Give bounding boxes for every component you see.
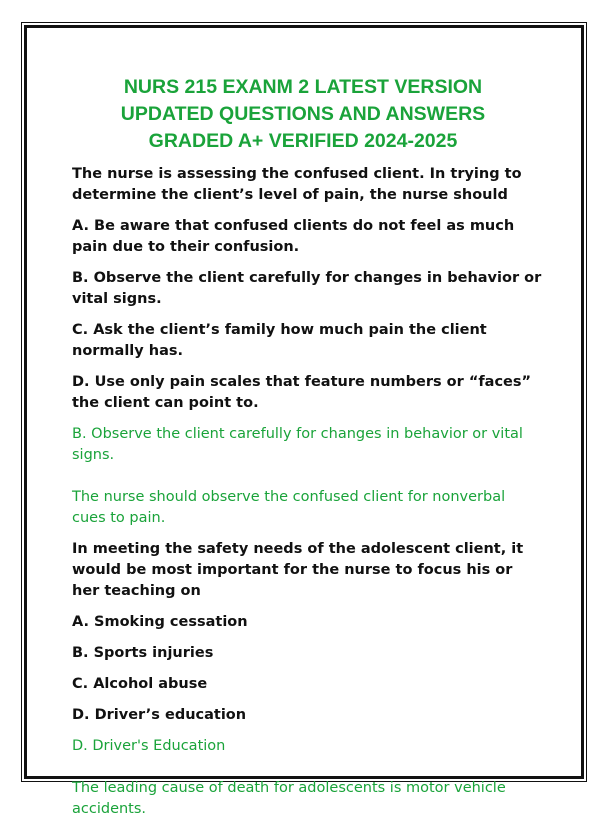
title-line-1: NURS 215 EXANM 2 LATEST VERSION — [123, 76, 483, 98]
question-1-option-c: C. Ask the client’s family how much pain the client normally has. — [72, 322, 487, 359]
question-2-explanation: The leading cause of death for adolescents is motor vehicle accidents. — [72, 780, 506, 817]
question-2-answer: D. Driver's Education — [72, 738, 226, 754]
question-2-option-a: A. Smoking cessation — [72, 614, 248, 630]
title-line-3: GRADED A+ VERIFIED 2024-2025 — [148, 130, 458, 152]
question-2-option-c: C. Alcohol abuse — [72, 676, 208, 692]
title-line-2: UPDATED QUESTIONS AND ANSWERS — [120, 103, 486, 125]
question-1-option-a: A. Be aware that confused clients do not feel as much pain due to their confusion. — [72, 218, 515, 255]
question-1-option-d: D. Use only pain scales that feature numbers or “faces” the client can point to. — [72, 374, 532, 411]
question-1-explanation: The nurse should observe the confused client for nonverbal cues to pain. — [72, 489, 506, 526]
question-2-option-b: B. Sports injuries — [72, 645, 214, 661]
question-1-answer: B. Observe the client carefully for changes in behavior or vital signs. — [72, 426, 523, 463]
question-1-option-b: B. Observe the client carefully for changes in behavior or vital signs. — [72, 270, 542, 307]
question-1-text: The nurse is assessing the confused client. In trying to determine the client’s level of pain, the nurse should — [72, 166, 522, 203]
question-2-text: In meeting the safety needs of the adolescent client, it would be most important for the nurse to focus his or her teaching on — [72, 541, 524, 599]
question-2-option-d: D. Driver’s education — [72, 707, 247, 723]
document-title — [40, 74, 566, 155]
question-content — [72, 164, 542, 830]
